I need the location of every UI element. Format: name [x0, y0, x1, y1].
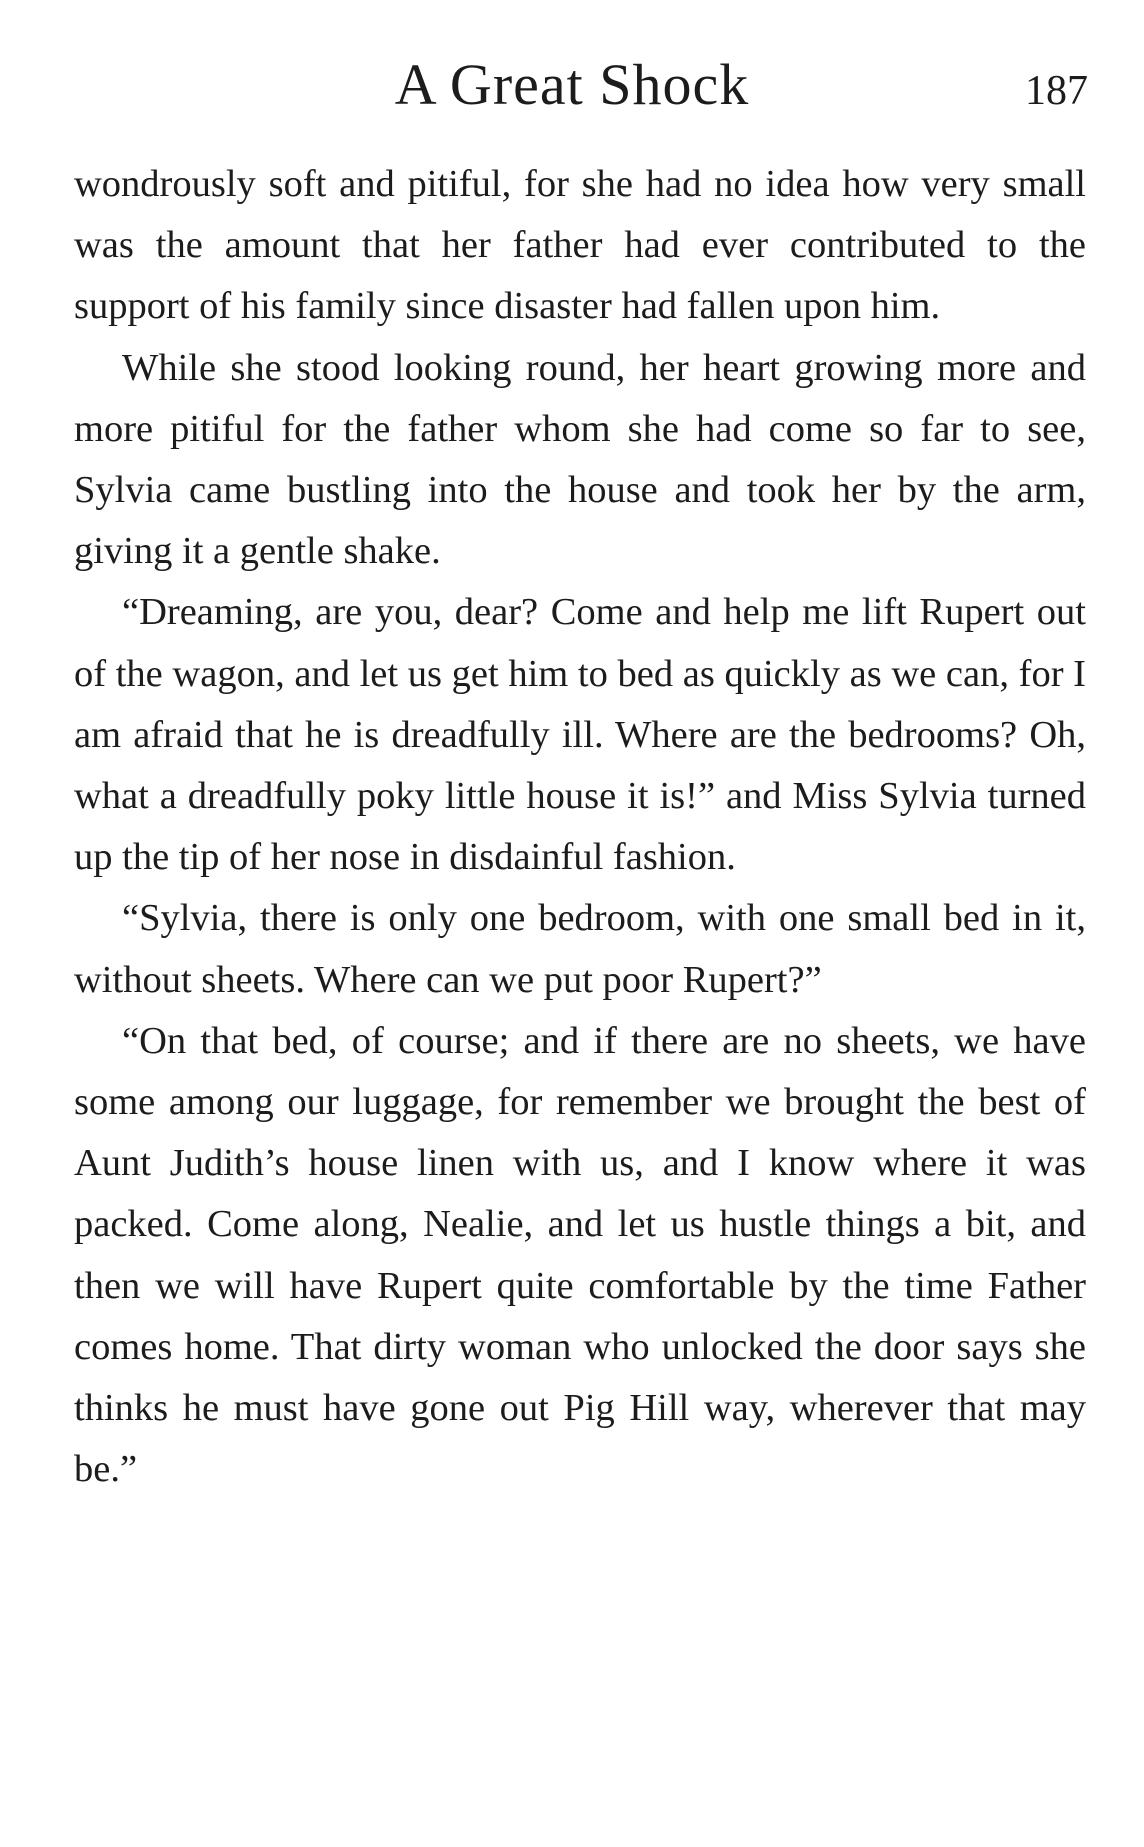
chapter-title: A Great Shock	[394, 52, 750, 117]
running-head	[0, 40, 1144, 130]
paragraph: “On that bed, of course; and if there are no sheets, we have some among our luggage, for remember we brought the best of Aunt Judith’s house linen with us, and I know where it was packed. Come along, Nealie, and let us hustle things a bit, and then we will have Rupert quite comfortable by the time Father comes home. That dirty woman who unlocked the door says she thinks he must have gone out Pig Hill way, wherever that may be.”	[74, 1019, 1086, 1491]
paragraph: While she stood looking round, her heart growing more and more pitiful for the father whom she had come so far to see, Sylvia came bustling into the house and took her by the arm, giving it a gentle shake.	[74, 346, 1086, 573]
page-number: 187	[1025, 68, 1088, 114]
body-text	[74, 154, 1086, 1500]
paragraph: “Sylvia, there is only one bedroom, with one small bed in it, without sheets. Where can we put poor Rupert?”	[74, 897, 1086, 1001]
paragraph-continued: wondrously soft and pitiful, for she had no idea how very small was the amount that her father had ever contributed to the support of his family since disaster had fallen upon him.	[74, 163, 1086, 328]
paragraph: “Dreaming, are you, dear? Come and help me lift Rupert out of the wagon, and let us get him to bed as quickly as we can, for I am afraid that he is dreadfully ill. Where are the bedrooms? Oh, what a dreadfully poky little house it is!” and Miss Sylvia turned up the tip of her nose in disdainful fashion.	[74, 591, 1086, 879]
